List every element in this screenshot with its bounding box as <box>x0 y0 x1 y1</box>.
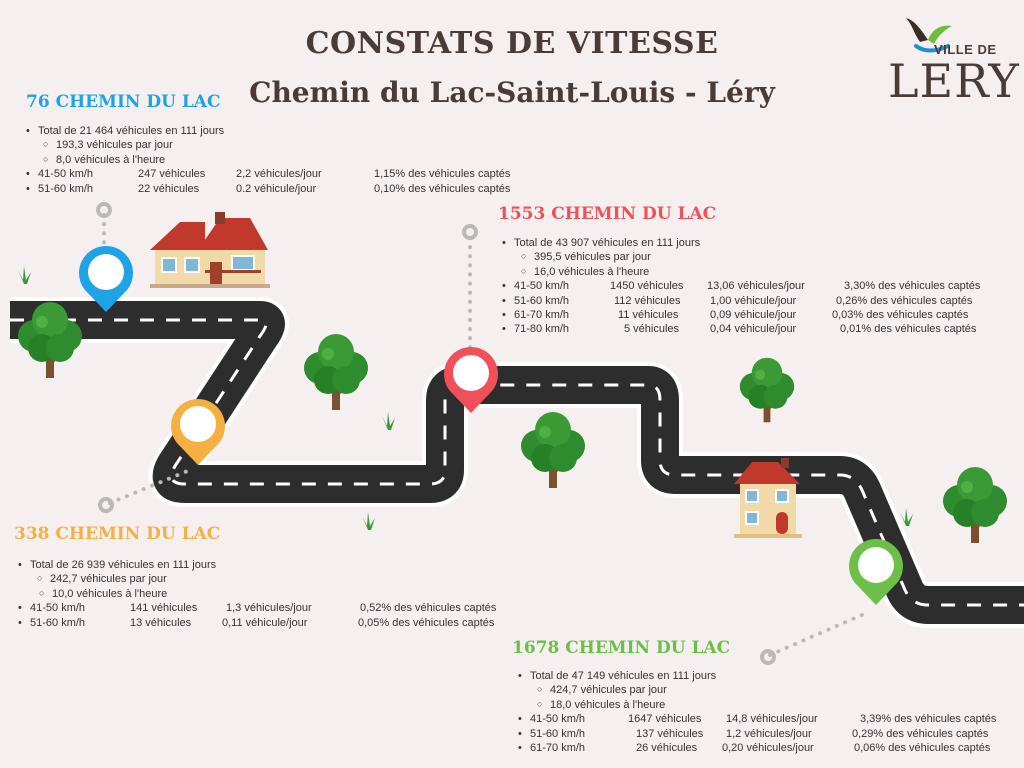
ville-de-lery-logo <box>884 8 1020 108</box>
page-title: CONSTATS DE VITESSE <box>305 26 719 61</box>
stat-per-hour: ○ 18,0 véhicules à l'heure <box>550 698 665 712</box>
logo-ville-text: VILLE DE <box>934 42 997 57</box>
tree-icon <box>740 358 794 423</box>
logo-lery-text: LERY <box>888 54 1020 108</box>
stat-total: • Total de 21 464 véhicules en 111 jours <box>38 124 224 138</box>
location-title-76: 76 CHEMIN DU LAC <box>26 92 221 112</box>
location-title-1678: 1678 CHEMIN DU LAC <box>512 638 731 658</box>
grass-icon <box>900 508 913 526</box>
location-title-338: 338 CHEMIN DU LAC <box>14 524 221 544</box>
stat-per-hour: ○ 16,0 véhicules à l'heure <box>534 265 649 279</box>
grass-icon <box>362 512 375 530</box>
stat-per-day: ○ 193,3 véhicules par jour <box>56 138 173 152</box>
stat-per-hour: ○ 8,0 véhicules à l'heure <box>56 153 165 167</box>
house-icon <box>150 212 270 288</box>
stat-total: • Total de 26 939 véhicules en 111 jours <box>30 558 216 572</box>
stat-total: • Total de 47 149 véhicules en 111 jours <box>530 669 716 683</box>
stat-per-day: ○ 395,5 véhicules par jour <box>534 250 651 264</box>
stat-total: • Total de 43 907 véhicules en 111 jours <box>514 236 700 250</box>
tree-icon <box>943 467 1007 543</box>
grass-icon <box>382 412 395 430</box>
page-subtitle: Chemin du Lac-Saint-Louis - Léry <box>249 76 775 109</box>
stat-per-day: ○ 424,7 véhicules par jour <box>550 683 667 697</box>
stat-per-hour: ○ 10,0 véhicules à l'heure <box>52 587 167 601</box>
tree-icon <box>304 334 368 410</box>
stat-per-day: ○ 242,7 véhicules par jour <box>50 572 167 586</box>
tree-icon <box>521 412 585 488</box>
grass-icon <box>18 266 31 284</box>
location-title-1553: 1553 CHEMIN DU LAC <box>498 204 717 224</box>
